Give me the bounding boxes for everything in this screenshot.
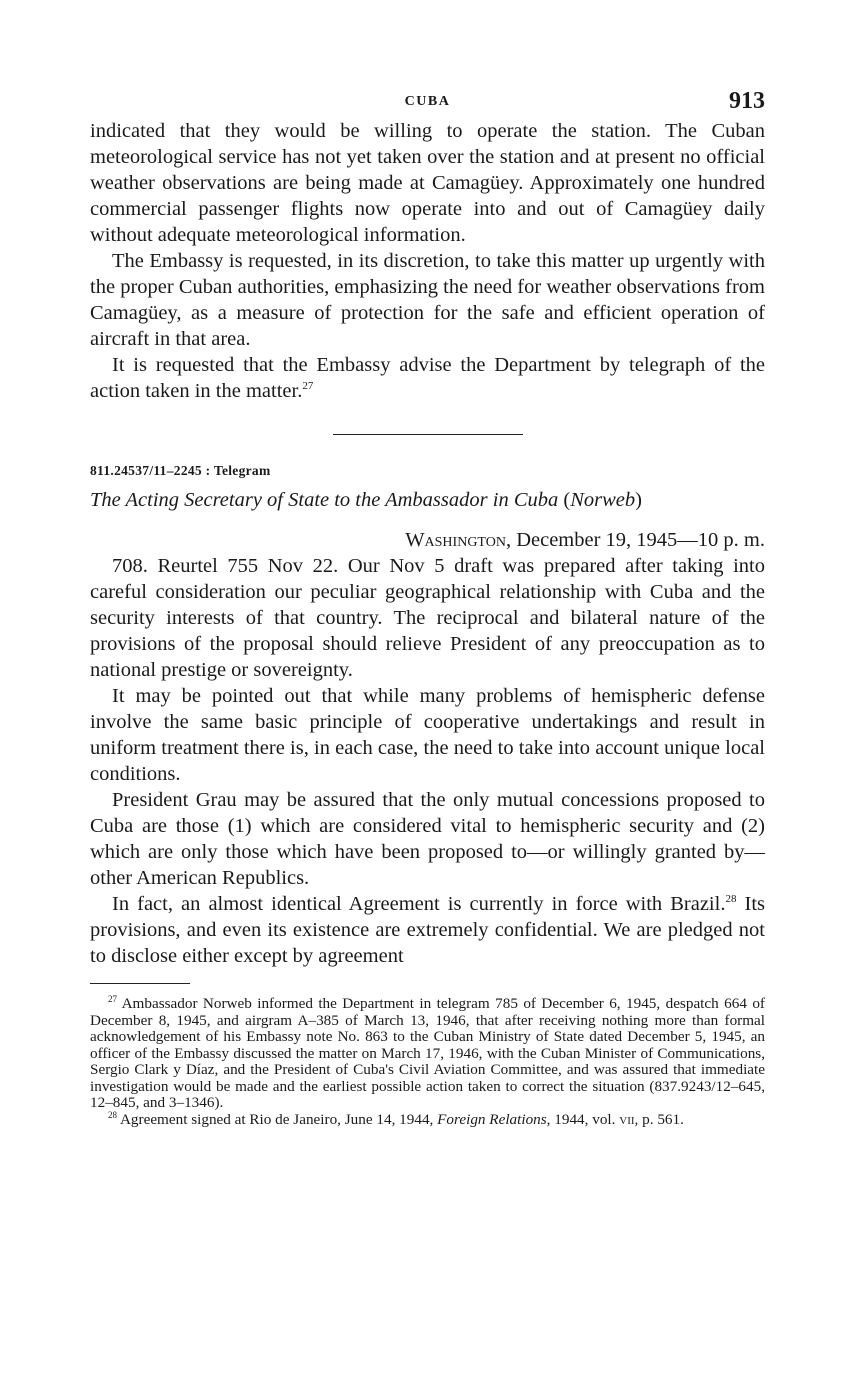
date-time: , December 19, 1945—10 p. m. [505, 529, 765, 551]
telegram-paragraph-4-text-b: Its provisions, and even its existence are extremely confidential. We are pledged not to disclose either except by agreement [90, 893, 766, 967]
document-title-main: The Acting Secretary of State to the Ambassador in Cuba [90, 489, 559, 511]
running-title: CUBA [404, 94, 451, 109]
footnote-27-text: Ambassador Norweb informed the Department in telegram 785 of December 6, 1945, despatch 664 of December 8, 1945, and airgram A–385 of March 13, 1946, that after receiving nothing more than formal acknowledgement of his Embassy note No. 863 to the Cuban Ministry of State dated December 5, 1945, an officer of the Embassy discussed the matter on March 17, 1946, with the Cuban Minister of Communications, Sergio Clark y Díaz, and the President of Cuba's Civil Aviation Committee, and was assured that immediate investigation would be made and the earliest possible action taken to correct the situation (837.9243/12–645, 12–845, and 3–1346). [90, 995, 765, 1111]
place-name: Washington [405, 529, 506, 551]
telegram-paragraph-4-text-a: In fact, an almost identical Agreement is currently in force with Brazil. [112, 893, 726, 915]
footnotes [90, 993, 765, 1128]
telegram-paragraph-3: President Grau may be assured that the only mutual concessions proposed to Cuba are those (1) which are considered vital to hemispheric security and (2) which are only those which have been proposed to—or willingly granted by—other American Republics. [90, 789, 765, 889]
footnote-marker-28: 28 [108, 1109, 117, 1120]
footnote-28-text-c: , p. 561. [634, 1110, 684, 1128]
footnote-rule [90, 983, 190, 984]
footnote-28-volume: vii [619, 1110, 635, 1128]
telegram-text [90, 553, 765, 969]
telegram-paragraph-1: 708. Reurtel 755 Nov 22. Our Nov 5 draft was prepared after taking into careful consideration our peculiar geographical relationship with Cuba and the security interests of that country. The reciprocal and bilateral nature of the provisions of the proposal should relieve President of any preoccupation as to national prestige or sovereignty. [90, 555, 765, 681]
telegram-paragraph-2: It may be pointed out that while many problems of hemispheric defense involve the same basic principle of cooperative undertakings and result in uniform treatment there is, in each case, the need to take into account unique local conditions. [90, 685, 765, 785]
footnote-ref-27: 27 [302, 380, 314, 393]
footnote-marker-27: 27 [108, 993, 117, 1004]
continuation-paragraph-1: indicated that they would be willing to operate the station. The Cuban meteorological service has not yet taken over the station and at present no official weather observations are being made at Camagüey. Approximately one hundred commercial passenger flights now operate into and out of Camagüey daily without adequate meteorological information. [90, 120, 765, 246]
running-header [90, 88, 765, 118]
footnote-28-text-b: , 1944, vol. [546, 1110, 620, 1128]
continuation-text [90, 118, 765, 404]
footnote-28 [90, 1109, 765, 1129]
document-title [90, 487, 765, 513]
title-paren-close: ) [635, 489, 642, 511]
footnote-27 [90, 993, 765, 1112]
document-page [90, 88, 765, 1128]
page-number: 913 [729, 88, 765, 114]
footnote-28-text-a: Agreement signed at Rio de Janeiro, June 14, 1944, [117, 1110, 438, 1128]
section-divider [333, 434, 523, 435]
title-paren-open: ( [558, 489, 571, 511]
file-reference: 811.24537/11–2245 : Telegram [90, 463, 271, 478]
document-title-name: Norweb [570, 489, 636, 511]
telegram-paragraph-4 [90, 891, 765, 969]
footnote-ref-28: 28 [725, 893, 737, 906]
continuation-paragraph-3 [90, 352, 765, 404]
place-date-line [90, 527, 765, 553]
continuation-paragraph-2: The Embassy is requested, in its discretion, to take this matter up urgently with the proper Cuban authorities, emphasizing the need for weather observations from Camagüey, as a measure of protection for the safe and efficient operation of aircraft in that area. [90, 250, 765, 350]
footnote-28-publication: Foreign Relations [437, 1110, 547, 1128]
continuation-paragraph-3-text: It is requested that the Embassy advise the Department by telegraph of the action taken in the matter. [90, 354, 765, 402]
